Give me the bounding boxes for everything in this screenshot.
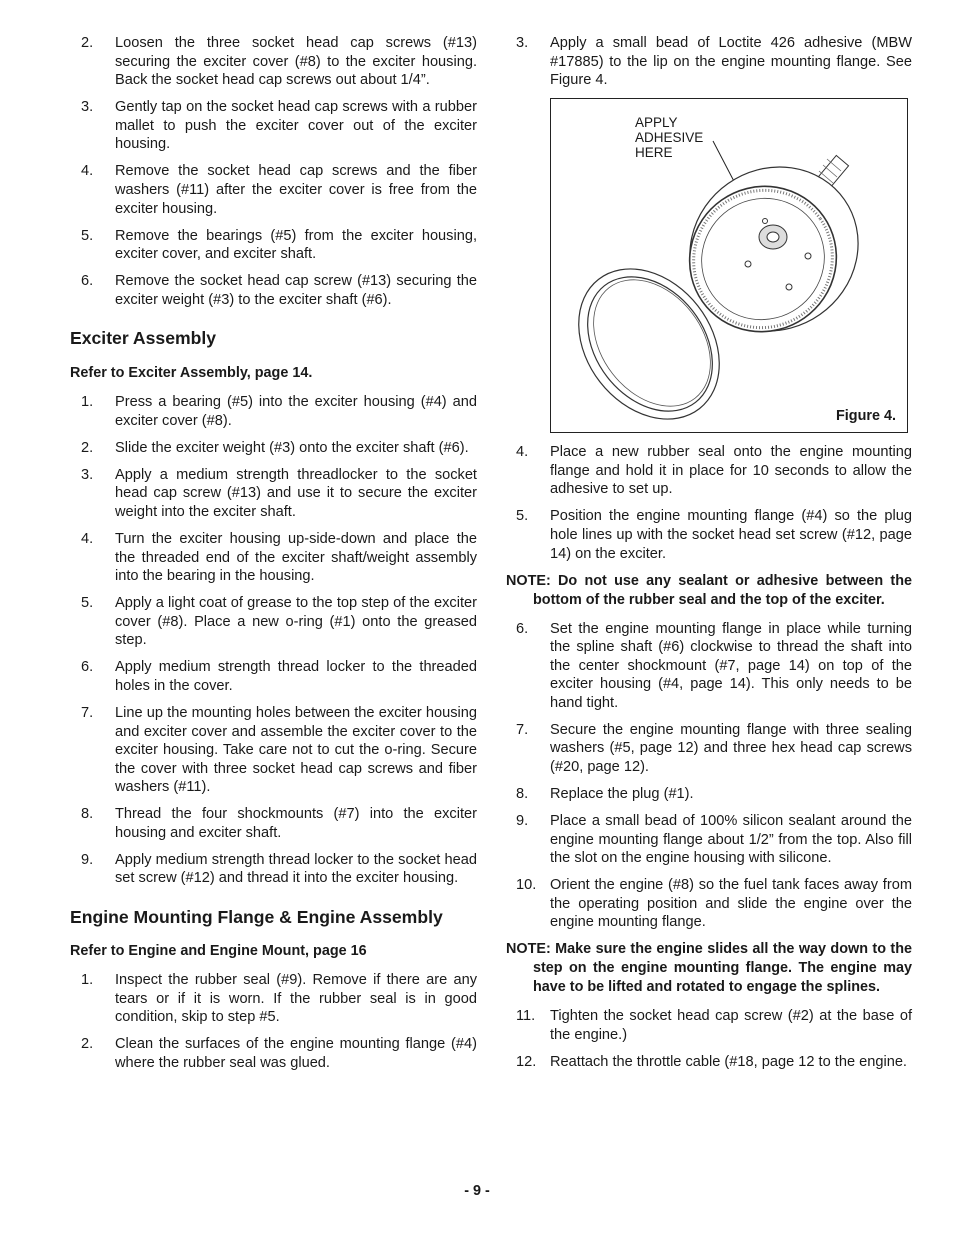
step-text: Tighten the socket head cap screw (#2) at the base of the engine.) [550, 1008, 912, 1043]
step-text: Secure the engine mounting flange with three sealing washers (#5, page 12) and three hex head cap screws (#20, page 12). [550, 721, 912, 776]
exciter-assembly-steps [70, 393, 477, 888]
step-text: Clean the surfaces of the engine mounting flange (#4) where the rubber seal was glued. [115, 1036, 477, 1071]
step-item [70, 227, 477, 264]
step-number: 5. [516, 508, 529, 525]
step-text: Position the engine mounting flange (#4) so the plug hole lines up with the socket head set screw (#12, page 14) on the exciter. [550, 508, 912, 562]
step-item [70, 98, 477, 154]
right-column [506, 34, 912, 1080]
step-text: Remove the bearings (#5) from the exciter housing, exciter cover, and exciter shaft. [115, 227, 477, 263]
step-number: 4. [81, 163, 94, 180]
step-text: Replace the plug (#1). [550, 786, 694, 803]
step-item [70, 34, 477, 90]
step-item [506, 507, 912, 563]
step-text: Line up the mounting holes between the exciter housing and exciter cover and assemble the exciter cover to the exciter housing. Take care not to cut the o-ring. Secure the cover with three socket head cap screws and fiber washers (#11). [115, 704, 477, 796]
step-item [70, 704, 477, 797]
step-text: Orient the engine (#8) so the fuel tank faces away from the operating position and slide the engine over the engine mounting flange. [550, 877, 912, 931]
step-item [70, 393, 477, 430]
step-number: 12. [516, 1053, 537, 1070]
step-number: 4. [81, 531, 94, 548]
step-item [506, 1053, 912, 1072]
figure-4 [550, 98, 908, 433]
sealant-note: NOTE: Do not use any sealant or adhesive between the bottom of the rubber seal and the top of the exciter. [506, 572, 912, 608]
step-text: Inspect the rubber seal (#9). Remove if there are any tears or if it is worn. If the rubber seal is in good condition, skip to step #5. [115, 972, 477, 1026]
step-item [506, 34, 912, 90]
step-text: Place a new rubber seal onto the engine mounting flange and hold it in place for 10 seconds to allow the adhesive to set up. [550, 444, 912, 498]
step-text: Apply a light coat of grease to the top step of the exciter cover (#8). Place a new o-ring (#1) onto the greased step. [115, 595, 477, 649]
step-number: 3. [81, 466, 94, 483]
step-number: 6. [516, 620, 529, 637]
exciter-assembly-heading: Exciter Assembly [70, 328, 217, 349]
step-item [70, 272, 477, 309]
step-number: 7. [516, 721, 529, 738]
step-text: Apply medium strength thread locker to the socket head set screw (#12) and thread it into the exciter housing. [115, 851, 477, 887]
step-number: 11. [516, 1008, 536, 1025]
step-text: Slide the exciter weight (#3) onto the exciter shaft (#6). [115, 439, 469, 456]
step-number: 3. [81, 99, 94, 116]
step-number: 9. [516, 813, 529, 830]
engine-mounting-heading: Engine Mounting Flange & Engine Assembly [70, 907, 443, 928]
step-item [506, 1007, 912, 1044]
engine-mounting-steps [70, 971, 477, 1072]
step-number: 8. [516, 786, 529, 803]
step-item [70, 805, 477, 842]
step-number: 2. [81, 35, 94, 51]
step-number: 1. [81, 972, 94, 989]
step-item [70, 851, 477, 888]
step-number: 9. [81, 851, 94, 868]
step-number: 6. [81, 659, 94, 676]
step-text: Press a bearing (#5) into the exciter housing (#4) and exciter cover (#8). [115, 394, 477, 429]
step-number: 6. [81, 273, 94, 290]
step-item [506, 785, 912, 804]
step-item [70, 658, 477, 695]
step-item [70, 162, 477, 218]
step-number: 3. [516, 35, 529, 51]
step-number: 5. [81, 227, 94, 244]
step-text: Reattach the throttle cable (#18, page 12 to the engine. [550, 1053, 907, 1070]
engine-mounting-reference: Refer to Engine and Engine Mount, page 16 [70, 943, 367, 960]
step-number: 1. [81, 394, 94, 411]
step-text: Gently tap on the socket head cap screws with a rubber mallet to push the exciter cover out of the exciter housing. [115, 99, 477, 153]
step-item [506, 620, 912, 713]
step-item [70, 594, 477, 650]
step-number: 10. [516, 877, 537, 894]
step-number: 4. [516, 444, 529, 461]
step-number: 2. [81, 1036, 94, 1053]
apply-adhesive-callout: APPLY ADHESIVE HERE [635, 115, 704, 161]
step-number: 7. [81, 704, 94, 721]
disassembly-steps [70, 34, 477, 309]
final-steps [506, 1007, 912, 1071]
step-text: Remove the socket head cap screw (#13) securing the exciter weight (#3) to the exciter shaft (#6). [115, 273, 477, 308]
exciter-assembly-reference: Refer to Exciter Assembly, page 14. [70, 365, 313, 382]
engine-note: NOTE: Make sure the engine slides all the way down to the step on the engine mounting flange. The engine may have to be lifted and rotated to engage the splines. [506, 941, 912, 996]
step-item [70, 971, 477, 1027]
step-item [506, 876, 912, 932]
step-item [70, 530, 477, 586]
step-number: 2. [81, 439, 94, 456]
page-number: - 9 - [464, 1183, 490, 1199]
step-text: Remove the socket head cap screws and the fiber washers (#11) after the exciter cover is free from the exciter housing. [115, 163, 477, 217]
left-column [70, 34, 477, 1081]
step-text: Place a small bead of 100% silicon sealant around the engine mounting flange about 1/2” from the top. Also fill the slot on the engine housing with silicone. [550, 813, 912, 867]
step-text: Thread the four shockmounts (#7) into the exciter housing and exciter shaft. [115, 806, 477, 841]
step-text: Apply a small bead of Loctite 426 adhesive (MBW #17885) to the lip on the engine mounting flange. See Figure 4. [550, 35, 912, 89]
figure-caption: Figure 4. [836, 408, 896, 425]
step-item [506, 443, 912, 499]
step-item [506, 812, 912, 868]
seal-steps [506, 443, 912, 563]
flange-and-seal-illustration [551, 99, 907, 432]
step-text: Set the engine mounting flange in place while turning the spline shaft (#6) clockwise to thread the shaft into the center shockmount (#7, page 14) on top of the exciter housing (#4, page 14). This only needs to be hand tight. [550, 620, 912, 711]
step-item [70, 439, 477, 458]
step-number: 5. [81, 595, 94, 612]
step-text: Apply a medium strength threadlocker to the socket head cap screw (#13) and use it to secure the exciter weight into the exciter shaft. [115, 466, 477, 521]
adhesive-step [506, 34, 912, 90]
step-number: 8. [81, 806, 94, 823]
engine-install-steps [506, 620, 912, 932]
step-text: Turn the exciter housing up-side-down and place the the threaded end of the exciter shaft/weight assembly into the bearing in the housing. [115, 531, 477, 585]
step-item [70, 1035, 477, 1072]
step-text: Apply medium strength thread locker to the threaded holes in the cover. [115, 659, 477, 694]
step-item [70, 466, 477, 522]
step-item [506, 721, 912, 777]
step-text: Loosen the three socket head cap screws (#13) securing the exciter cover (#8) to the exciter housing. Back the socket head cap screws out about 1/4”. [115, 35, 477, 89]
